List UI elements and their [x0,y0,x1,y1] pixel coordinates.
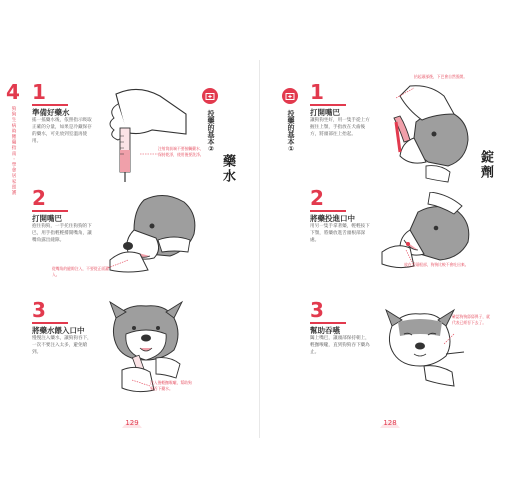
step-divider [32,210,68,212]
step-divider [32,322,68,324]
step-title: 打開嘴巴 [310,108,340,117]
note-pointer-line [140,150,160,158]
step-number: 2 [310,186,324,210]
step-note: 確認狗狗舔舔鼻子，就代表已經吞下去了。 [452,314,490,325]
step-note: 抬起頭部後，下巴會自然張開。 [414,74,468,79]
topic-subtitle: 投藥的基本② [207,110,215,153]
hand-holding-syringe-illustration [98,84,194,192]
page-number: 129 [125,419,139,427]
step-note: 放在舌頭根部，狗狗比較不會吐出來。 [404,262,469,267]
page-number: 128 [383,419,397,427]
step-body: 闔上嘴巴，讓頭部保持朝上，輕撫喉嚨，直到狗狗吞下藥為止。 [310,336,370,355]
step-note: 注射筒前端不要接觸藥水，保持乾淨，使用後要洗淨。 [158,146,204,157]
topic-title: 錠劑 [478,150,493,180]
note-pointer-line [108,258,130,270]
note-pointer-line [132,378,152,388]
step-title: 將藥投進口中 [310,214,355,223]
step-body: 慢慢注入藥水，讓狗狗吞下，一次不要注入太多，避免嗆到。 [32,336,92,355]
step-number: 2 [32,186,46,210]
hand-opening-dog-mouth-illustration [370,82,474,186]
step-divider [310,210,346,212]
step-number: 1 [310,80,324,104]
chapter-number: 4 [6,80,20,104]
medicine-box-icon [202,88,218,104]
note-pointer-line [442,332,456,346]
note-pointer-line [404,248,416,264]
topic-subtitle: 投藥的基本① [287,110,295,153]
step-number: 1 [32,80,46,104]
step-note: 從嘴角的縫隙注入，不要從正面灌入。 [52,266,109,277]
step-title: 幫助吞嚥 [310,326,340,335]
page-gutter [259,60,260,438]
step-divider [310,104,346,106]
step-divider [310,322,346,324]
step-divider [32,104,68,106]
left-page [6,62,250,432]
medicine-box-icon [282,88,298,104]
step-body: 搖一搖藥水後，依照指示吸取正確的分量，如果是冷藏保存的藥水，可先放到室溫再使用。 [32,118,92,144]
step-body: 讓狗狗坐好，用一隻手從上方握住上顎，手指放在犬齒後方，將頭部往上抬起。 [310,118,370,137]
right-page [270,62,508,432]
step-number: 3 [310,298,324,322]
step-body: 用另一隻手拿著藥，輕輕按下下顎，將藥放進舌頭根部深處。 [310,224,370,243]
topic-title: 藥水 [220,154,235,184]
note-pointer-line [396,86,416,100]
step-title: 打開嘴巴 [32,214,62,223]
step-title: 準備好藥水 [32,108,70,117]
step-note: 注入後輕撫喉嚨，幫助狗狗吞下藥水。 [150,380,192,391]
chapter-sidebar-text: 狗狗生病時餵藥指南・學會居家照護 [11,106,16,196]
step-number: 3 [32,298,46,322]
step-body: 抱住狗狗，一手托住狗狗的下巴，用手指輕輕撐開嘴角，讓嘴角露出縫隙。 [32,224,92,243]
step-title: 將藥水餵入口中 [32,326,85,335]
